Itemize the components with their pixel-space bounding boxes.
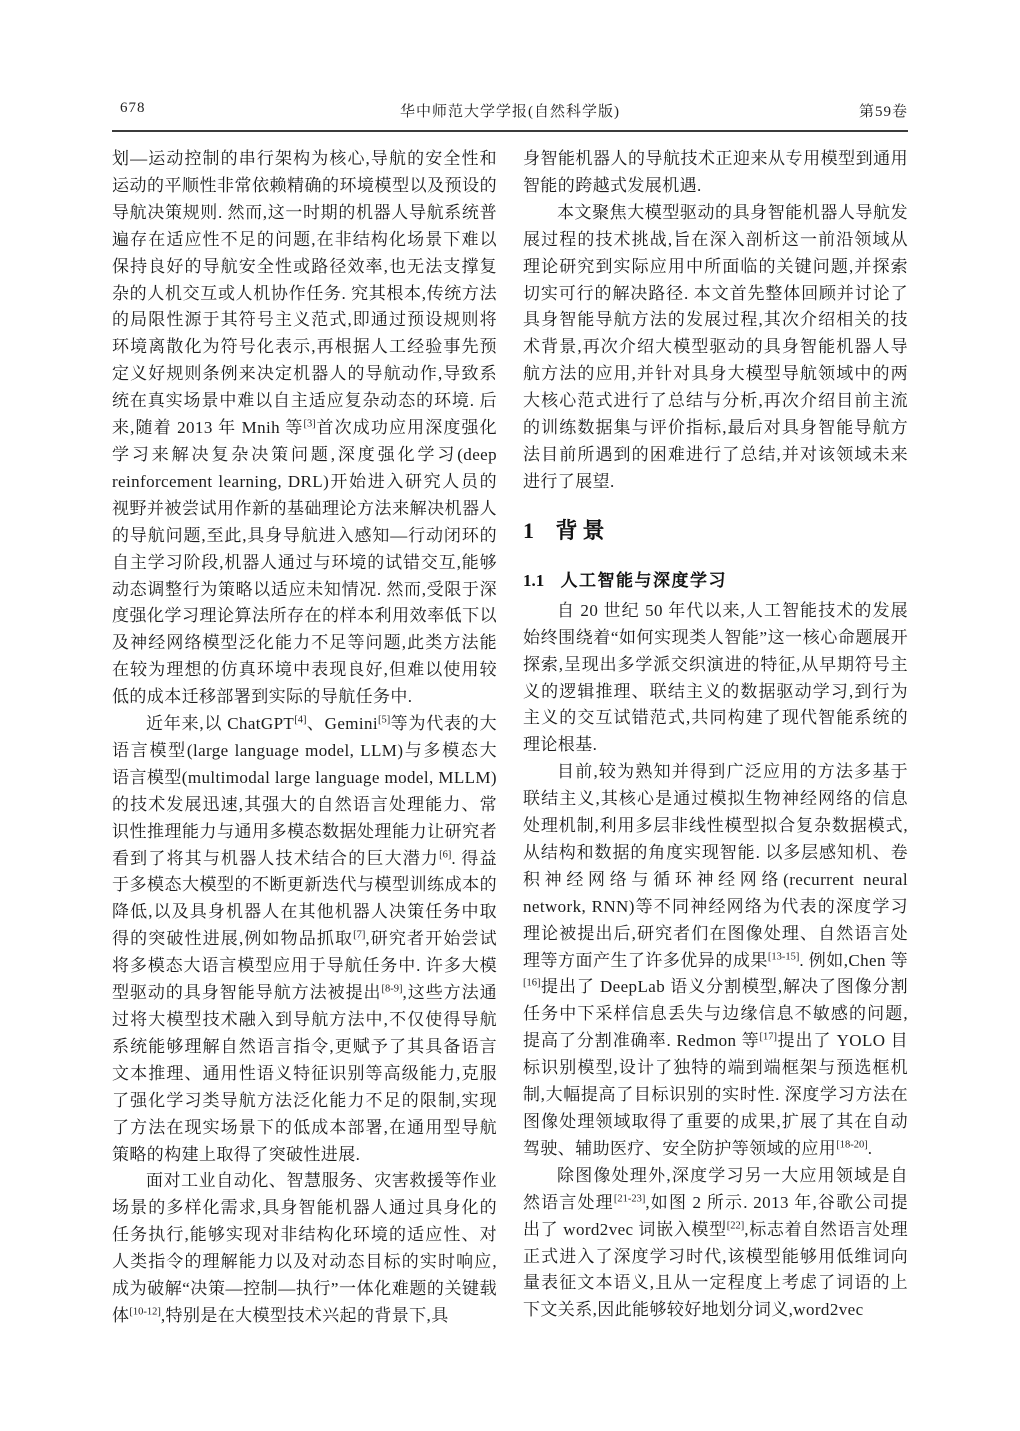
citation-ref: [16]: [523, 977, 541, 989]
citation-ref: [18-20]: [836, 1139, 868, 1151]
body-paragraph: 除图像处理外,深度学习另一大应用领域是自然语言处理[21-23],如图 2 所示. 2013 年,谷歌公司提出了 word2vec 词嵌入模型[22],标志着自然语言处理正式进入了深度学习时代,该模型能够用低维词向量表征文本语义,且从一定程度上考虑了词语的上下文关系,因此能够较好地划分词义,word2vec: [523, 1165, 908, 1320]
citation-ref: [8-9]: [381, 983, 403, 995]
body-paragraph: 自 20 世纪 50 年代以来,人工智能技术的发展始终围绕着“如何实现类人智能”这一核心命题展开探索,呈现出多学派交织演进的特征,从早期符号主义的逻辑推理、联结主义的数据驱动学习,到行为主义的交互试错范式,共同构建了现代智能系统的理论根基.: [523, 600, 908, 755]
body-paragraph: 划—运动控制的串行架构为核心,导航的安全性和运动的平顺性非常依赖精确的环境模型以及预设的导航决策规则. 然而,这一时期的机器人导航系统普遍存在适应性不足的问题,在非结构化场景下难以保持良好的导航安全性或路径效率,也无法支撑复杂的人机交互或人机协作任务. 究其根本,传统方法的局限性源于其符号主义范式,即通过预设规则将环境离散化为符号化表示,再根据人工经验事先预定义好规则条例来决定机器人的导航动作,导致系统在真实场景中难以自主适应复杂动态的环境. 后来,随着 2013 年 Mnih 等[3]首次成功应用深度强化学习来解决复杂决策问题,深度强化学习(deep reinforcement learning, DRL)开始进入研究人员的视野并被尝试用作新的基础理论方法来解决机器人的导航问题,至此,具身导航进入感知—行动闭环的自主学习阶段,机器人通过与环境的试错交互,能够动态调整行为策略以适应未知情况. 然而,受限于深度强化学习理论算法所存在的样本利用效率低下以及神经网络模型泛化能力不足等问题,此类方法能在较为理想的仿真环境中表现良好,但难以使用较低的成本迁移部署到实际的导航任务中.: [112, 149, 497, 707]
body-paragraph: 面对工业自动化、智慧服务、灾害救援等作业场景的多样化需求,具身智能机器人通过具身化的任务执行,能够实现对非结构化环境的适应性、对人类指令的理解能力以及对动态目标的实时响应,成为破解“决策—控制—执行”一体化难题的关键载体[10-12],特别是在大模型技术兴起的背景下,具: [112, 1171, 497, 1325]
right-column: [523, 146, 908, 1330]
citation-ref: [22]: [726, 1219, 745, 1231]
citation-ref: [3]: [303, 418, 316, 430]
body-paragraph: 身智能机器人的导航技术正迎来从专用模型到通用智能的跨越式发展机遇.: [523, 149, 908, 195]
body-paragraph: 目前,较为熟知并得到广泛应用的方法多基于联结主义,其核心是通过模拟生物神经网络的信息处理机制,利用多层非线性模型拟合复杂数据模式,从结构和数据的角度实现智能. 以多层感知机、卷积神经网络与循环神经网络(recurrent neural network, RNN)等不同神经网络为代表的深度学习理论被提出后,研究者们在图像处理、自然语言处理等方面产生了许多优异的成果[13-15]. 例如,Chen 等[16]提出了 DeepLab 语义分割模型,解决了图像分割任务中下采样信息丢失与边缘信息不敏感的问题,提高了分割准确率. Redmon 等[17]提出了 YOLO 目标识别模型,设计了独特的端到端框架与预选框机制,大幅提高了目标识别的实时性. 深度学习方法在图像处理领域取得了重要的成果,扩展了其在自动驾驶、辅助医疗、安全防护等领域的应用[18-20].: [523, 762, 908, 1158]
body-paragraph: 本文聚焦大模型驱动的具身智能机器人导航发展过程的技术挑战,旨在深入剖析这一前沿领域从理论研究到实际应用中所面临的关键问题,并探索切实可行的解决路径. 本文首先整体回顾并讨论了具身智能导航方法的发展过程,其次介绍相关的技术背景,再次介绍大模型驱动的具身智能机器人导航方法的应用,并针对具身大模型导航领域中的两大核心范式进行了总结与分析,再次介绍目前主流的训练数据集与评价指标,最后对具身智能导航方法目前所遇到的困难进行了总结,并对该领域未来进行了展望.: [523, 202, 908, 491]
citation-ref: [6]: [439, 848, 452, 860]
body-paragraph: 近年来,以 ChatGPT[4]、Gemini[5]等为代表的大语言模型(large language model, LLM)与多模态大语言模型(multimodal large language model, MLLM)的技术发展迅速,其强大的自然语言处理能力、常识性推理能力与通用多模态数据处理能力让研究者看到了将其与机器人技术结合的巨大潜力[6]. 得益于多模态大模型的不断更新迭代与模型训练成本的降低,以及具身机器人在其他机器人决策任务中取得的突破性进展,例如物品抓取[7],研究者开始尝试将多模态大语言模型应用于导航任务中. 许多大模型驱动的具身智能导航方法被提出[8-9],这些方法通过将大模型技术融入到导航方法中,不仅使得导航系统能够理解自然语言指令,更赋予了其具备语言文本推理、通用性语义特征识别等高级能力,克服了强化学习类导航方法泛化能力不足的限制,实现了方法在现实场景下的低成本部署,在通用型导航策略的构建上取得了突破性进展.: [112, 714, 498, 1164]
subsection-heading: [523, 566, 908, 591]
citation-ref: [21-23]: [613, 1193, 646, 1205]
section-heading: [523, 514, 908, 545]
left-column: [112, 146, 497, 1330]
citation-ref: [17]: [759, 1031, 778, 1043]
header-rule: [112, 130, 908, 132]
citation-ref: [10-12]: [129, 1306, 161, 1318]
citation-ref: [4]: [294, 714, 307, 726]
subsection-number: 1.1: [523, 570, 545, 590]
section-number: 1: [523, 517, 534, 543]
citation-ref: [7]: [353, 929, 366, 941]
citation-ref: [13-15]: [767, 950, 800, 962]
page-header: [112, 100, 908, 120]
citation-ref: [5]: [378, 714, 391, 726]
journal-title: 华中师范大学学报(自然科学版): [400, 104, 620, 120]
volume-label: 第59卷: [858, 104, 908, 120]
article-body: [112, 146, 908, 1330]
page-number: 678: [120, 100, 146, 116]
subsection-title: 人工智能与深度学习: [560, 570, 727, 590]
section-title: 背景: [555, 517, 610, 543]
